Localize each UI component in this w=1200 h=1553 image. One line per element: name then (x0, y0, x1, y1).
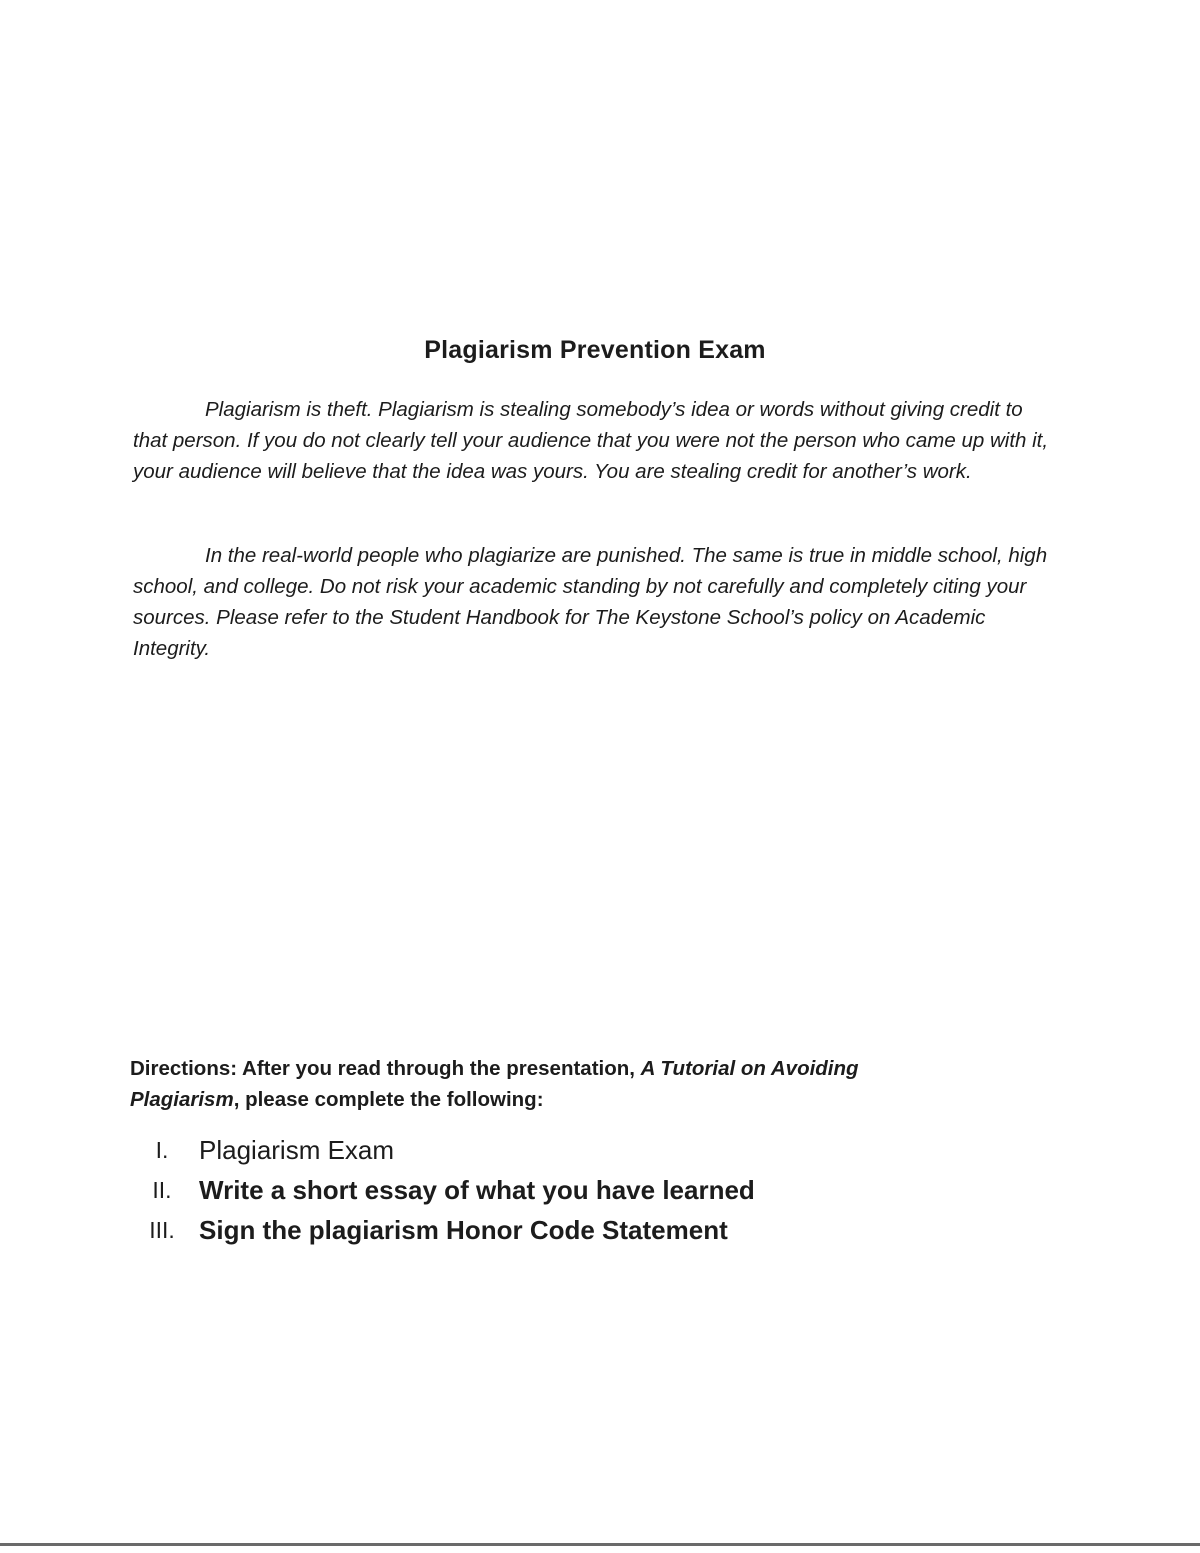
page-bottom-edge (0, 1543, 1200, 1546)
task-item-honor-code (125, 1210, 755, 1250)
task-label: Write a short essay of what you have learned (199, 1174, 755, 1205)
task-label: Sign the plagiarism Honor Code Statement (199, 1214, 728, 1245)
directions-lead: Directions: After you read through the presentation, (130, 1057, 641, 1080)
presentation-title: A Tutorial on Avoiding Plagiarism (130, 1057, 859, 1111)
task-list (125, 1130, 755, 1250)
task-item-essay (125, 1170, 755, 1210)
directions-tail: , please complete the following: (233, 1088, 544, 1111)
task-number: III. (149, 1216, 175, 1243)
task-item-exam (125, 1130, 755, 1170)
intro-paragraph-plagiarism-definition: Plagiarism is theft. Plagiarism is stealing somebody’s idea or words without giving credit to that person. If you do not clearly tell your audience that you were not the person who came up with it, your audience will believe that the idea was yours. You are stealing credit for another’s work. (133, 398, 1049, 483)
task-number: I. (155, 1136, 169, 1163)
task-number: II. (152, 1176, 172, 1203)
intro-paragraph-consequences: In the real-world people who plagiarize are punished. The same is true in middle school, high school, and college. Do not risk your academic standing by not carefully and completely citing your sources. Please refer to the Student Handbook for The Keystone School’s policy on Academic Integrity. (133, 544, 1048, 660)
task-label: Plagiarism Exam (199, 1134, 395, 1165)
page-title: Plagiarism Prevention Exam (424, 336, 766, 364)
directions-text (130, 1053, 950, 1115)
